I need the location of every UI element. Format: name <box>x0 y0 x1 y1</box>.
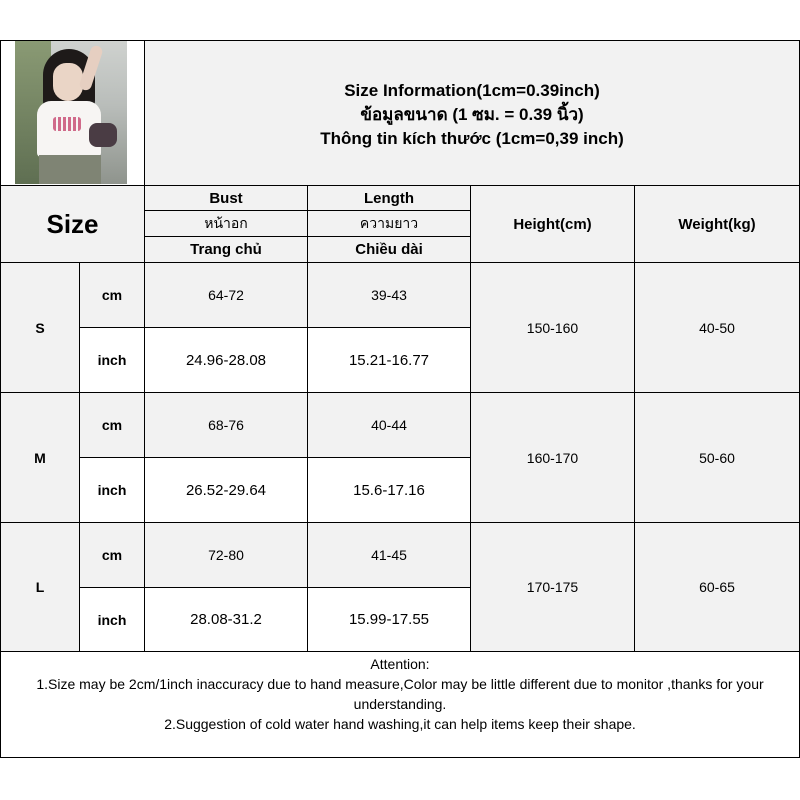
size-m-cm-bust: 68-76 <box>144 392 308 458</box>
size-l-label: L <box>0 522 80 652</box>
title-thai: ข้อมูลขนาด (1 ซม. = 0.39 นิ้ว) <box>360 105 584 124</box>
size-s-cm-unit: cm <box>79 262 145 328</box>
bust-header-th: หน้าอก <box>144 210 308 237</box>
size-m-inch-unit: inch <box>79 457 145 523</box>
size-l-cm-unit: cm <box>79 522 145 588</box>
bust-header-vi: Trang chủ <box>144 236 308 263</box>
size-l-weight: 60-65 <box>634 522 800 652</box>
attention-line-2: understanding. <box>353 696 447 712</box>
size-s-label: S <box>0 262 80 393</box>
size-l-inch-bust: 28.08-31.2 <box>144 587 308 652</box>
length-header-th: ความยาว <box>307 210 471 237</box>
bust-header-en: Bust <box>144 185 308 211</box>
size-header <box>0 185 145 263</box>
photo-shirt-print <box>53 117 81 131</box>
attention-line-3: 2.Suggestion of cold water hand washing,it can help items keep their shape. <box>164 716 636 732</box>
size-s-cm-length: 39-43 <box>307 262 471 328</box>
size-l-cm-length: 41-45 <box>307 522 471 588</box>
size-m-height: 160-170 <box>470 392 635 523</box>
length-header-vi: Chiều dài <box>307 236 471 263</box>
size-s-cm-bust: 64-72 <box>144 262 308 328</box>
size-m-cm-unit: cm <box>79 392 145 458</box>
attention-line-1: 1.Size may be 2cm/1inch inaccuracy due to hand measure,Color may be little different due to monitor ,thanks for your <box>36 676 764 692</box>
size-s-height: 150-160 <box>470 262 635 393</box>
title-vietnamese: Thông tin kích thước (1cm=0,39 inch) <box>320 129 624 148</box>
size-m-inch-bust: 26.52-29.64 <box>144 457 308 523</box>
attention-box <box>0 651 800 758</box>
weight-header: Weight(kg) <box>634 185 800 263</box>
size-header-label: Size <box>46 208 99 239</box>
size-m-cm-length: 40-44 <box>307 392 471 458</box>
size-l-inch-unit: inch <box>79 587 145 652</box>
model-photo <box>15 41 127 184</box>
photo-face <box>53 63 83 101</box>
size-l-height: 170-175 <box>470 522 635 652</box>
size-s-inch-unit: inch <box>79 327 145 393</box>
photo-bag <box>89 123 117 147</box>
size-l-cm-bust: 72-80 <box>144 522 308 588</box>
size-s-inch-length: 15.21-16.77 <box>307 327 471 393</box>
title-cell <box>144 40 800 186</box>
size-s-inch-bust: 24.96-28.08 <box>144 327 308 393</box>
attention-heading: Attention: <box>370 656 430 672</box>
height-header: Height(cm) <box>470 185 635 263</box>
size-m-weight: 50-60 <box>634 392 800 523</box>
title-english: Size Information(1cm=0.39inch) <box>344 81 600 100</box>
size-m-label: M <box>0 392 80 523</box>
size-s-weight: 40-50 <box>634 262 800 393</box>
photo-pants <box>39 155 101 184</box>
size-l-inch-length: 15.99-17.55 <box>307 587 471 652</box>
length-header-en: Length <box>307 185 471 211</box>
size-m-inch-length: 15.6-17.16 <box>307 457 471 523</box>
